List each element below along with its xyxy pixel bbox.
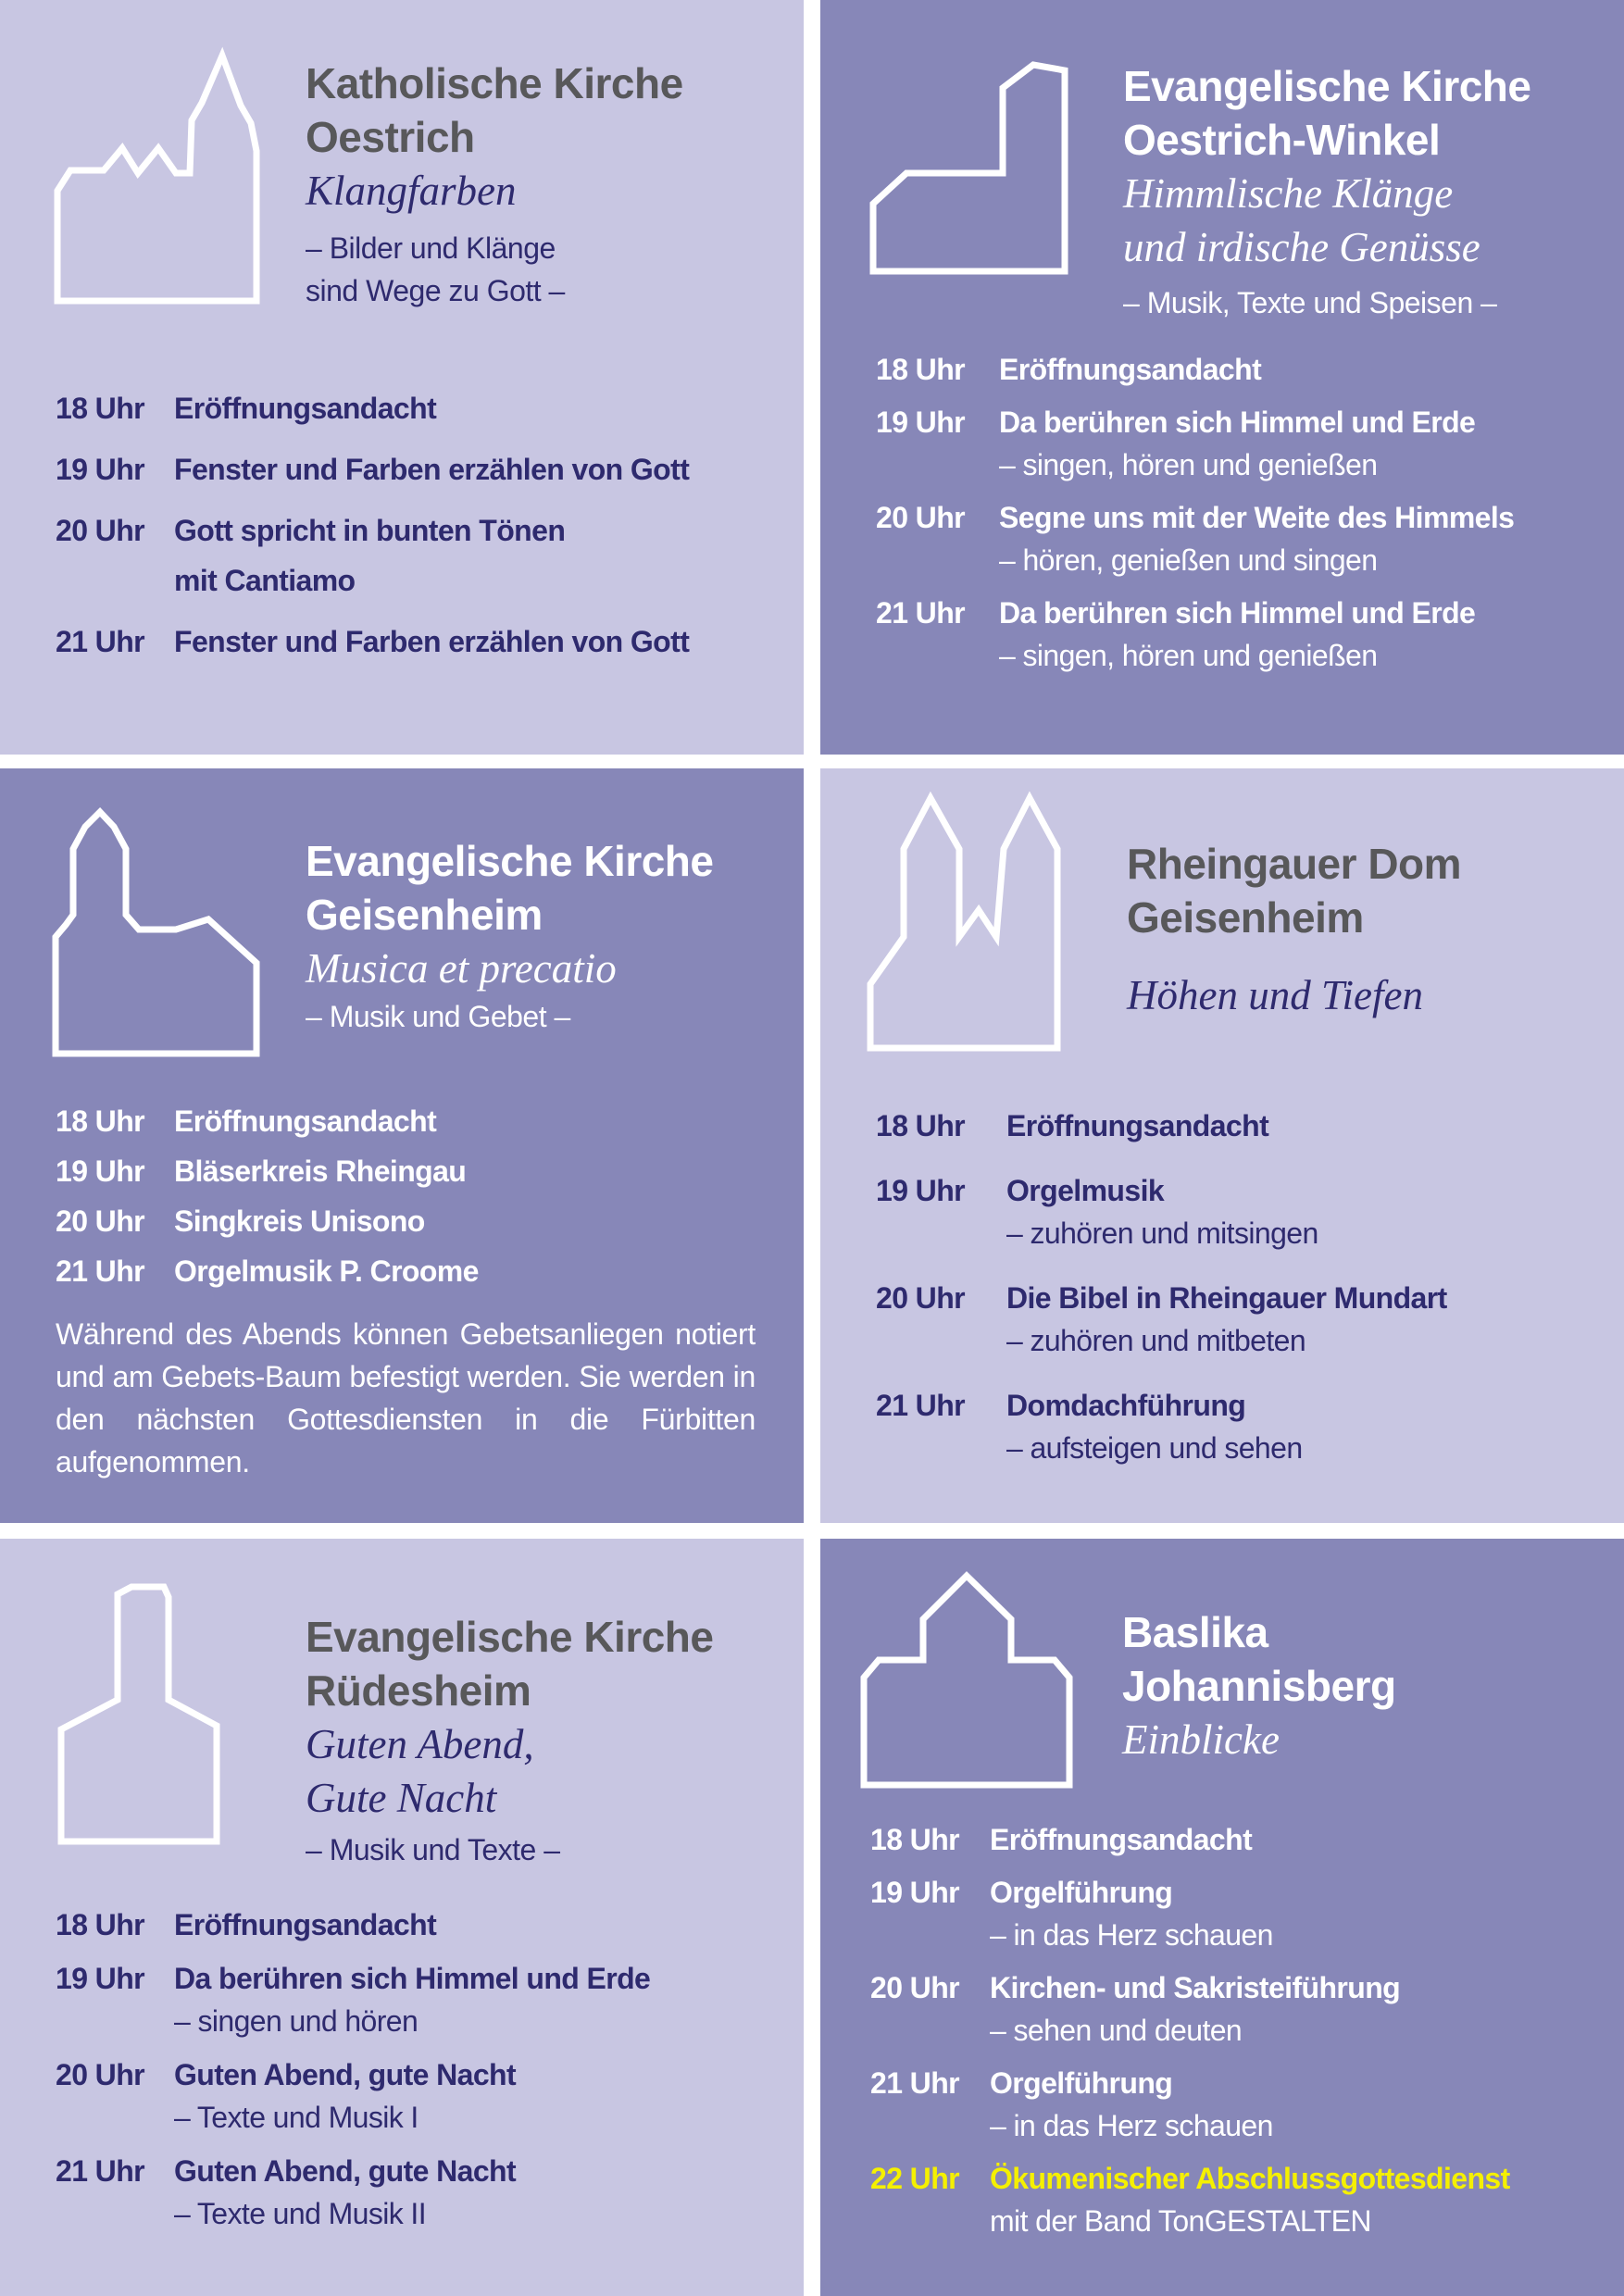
schedule-content	[990, 2157, 1510, 2242]
schedule-title: Eröffnungsandacht	[174, 1908, 437, 1941]
schedule-title: Guten Abend, gute Nacht	[174, 2058, 517, 2091]
schedule-title: Fenster und Farben erzählen von Gott	[174, 625, 690, 658]
schedule-content	[999, 401, 1475, 486]
event-motto: Klangfarben	[306, 168, 517, 214]
schedule-note: – singen, hören und genießen	[999, 448, 1378, 481]
schedule-item	[820, 1384, 1624, 1469]
schedule-note: – singen und hören	[174, 2004, 418, 2038]
schedule-item	[0, 444, 804, 494]
schedule-item	[0, 505, 804, 605]
schedule-time: 19 Uhr	[870, 1876, 959, 1909]
schedule-content	[174, 1903, 436, 1946]
schedule-item	[820, 348, 1624, 391]
schedule-list	[820, 348, 1624, 687]
panel-header	[1122, 1605, 1396, 1766]
schedule-item	[0, 1246, 804, 1296]
schedule-title: Da berühren sich Himmel und Erde	[174, 1962, 651, 1995]
church-name: Rüdesheim	[306, 1666, 531, 1715]
schedule-content	[174, 2053, 516, 2139]
event-motto: Musica et precatio	[306, 945, 617, 992]
schedule-time: 18 Uhr	[870, 1823, 959, 1856]
event-subtitle: sind Wege zu Gott –	[306, 274, 565, 307]
schedule-content	[174, 1246, 479, 1296]
schedule-note: – in das Herz schauen	[990, 1918, 1273, 1952]
schedule-list	[820, 1818, 1624, 2252]
panel-evangelische-kirche-oestrich-winkel	[820, 0, 1624, 755]
schedule-content	[1006, 1277, 1447, 1362]
event-subtitle: – Musik, Texte und Speisen –	[1123, 286, 1497, 319]
event-subtitle: – Musik und Texte –	[306, 1833, 560, 1866]
schedule-time: 18 Uhr	[56, 1104, 144, 1138]
schedule-item	[0, 2150, 804, 2235]
schedule-note: – hören, genießen und singen	[999, 543, 1378, 577]
panel-evangelische-kirche-ruedesheim	[0, 1539, 804, 2296]
schedule-time: 19 Uhr	[56, 1154, 144, 1188]
schedule-time: 20 Uhr	[876, 501, 965, 534]
schedule-item	[820, 1104, 1624, 1147]
schedule-item	[0, 1903, 804, 1946]
schedule-title: Orgelmusik	[1006, 1174, 1165, 1207]
schedule-note: – in das Herz schauen	[990, 2109, 1273, 2142]
schedule-time: 19 Uhr	[56, 453, 144, 486]
schedule-list	[0, 1903, 804, 2246]
event-motto: Gute Nacht	[306, 1775, 497, 1821]
schedule-content	[999, 348, 1261, 391]
schedule-item	[0, 1957, 804, 2042]
schedule-item	[820, 1277, 1624, 1362]
schedule-time: 22 Uhr	[870, 2162, 959, 2195]
panel-evangelische-kirche-geisenheim	[0, 768, 804, 1523]
church-name: Baslika	[1122, 1608, 1268, 1656]
church-name: Katholische Kirche	[306, 59, 683, 107]
panel-header	[306, 1610, 713, 1871]
schedule-title: Da berühren sich Himmel und Erde	[999, 406, 1476, 439]
schedule-note: – zuhören und mitbeten	[1006, 1324, 1306, 1357]
church-name: Geisenheim	[1127, 893, 1364, 942]
schedule-title: Gott spricht in bunten Tönen	[174, 514, 566, 547]
schedule-title: Guten Abend, gute Nacht	[174, 2154, 517, 2188]
schedule-note: – Texte und Musik II	[174, 2197, 427, 2230]
schedule-content	[990, 2062, 1273, 2147]
schedule-time: 21 Uhr	[876, 1389, 965, 1422]
schedule-content	[1006, 1169, 1318, 1254]
schedule-item	[820, 1966, 1624, 2052]
schedule-time: 18 Uhr	[56, 1908, 144, 1941]
schedule-item	[0, 383, 804, 433]
event-motto: Himmlische Klänge	[1123, 170, 1454, 217]
schedule-content	[990, 1818, 1252, 1861]
schedule-time: 20 Uhr	[876, 1281, 965, 1315]
schedule-content	[174, 1957, 650, 2042]
schedule-title: Ökumenischer Abschlussgottesdienst	[990, 2162, 1510, 2195]
schedule-item	[820, 592, 1624, 677]
schedule-title: Die Bibel in Rheingauer Mundart	[1006, 1281, 1447, 1315]
schedule-list	[0, 1096, 804, 1296]
schedule-content	[174, 1196, 425, 1246]
schedule-time: 18 Uhr	[56, 392, 144, 425]
schedule-content	[174, 444, 689, 494]
schedule-note: mit der Band TonGESTALTEN	[990, 2204, 1371, 2238]
schedule-time: 18 Uhr	[876, 353, 965, 386]
schedule-title: Eröffnungsandacht	[1006, 1109, 1269, 1142]
schedule-note: – sehen und deuten	[990, 2014, 1243, 2047]
panel-basilika-johannisberg	[820, 1539, 1624, 2296]
schedule-note: – zuhören und mitsingen	[1006, 1217, 1318, 1250]
event-motto: Einblicke	[1122, 1716, 1280, 1763]
event-motto: und irdische Genüsse	[1123, 224, 1480, 270]
schedule-time: 20 Uhr	[56, 1204, 144, 1238]
schedule-item	[0, 1196, 804, 1246]
schedule-content	[1006, 1384, 1303, 1469]
schedule-content	[174, 2150, 516, 2235]
schedule-title: mit Cantiamo	[174, 564, 356, 597]
schedule-item	[0, 2053, 804, 2139]
schedule-time: 21 Uhr	[870, 2066, 959, 2100]
schedule-title: Eröffnungsandacht	[990, 1823, 1253, 1856]
schedule-content	[174, 505, 565, 605]
schedule-title: Bläserkreis Rheingau	[174, 1154, 467, 1188]
schedule-content	[999, 592, 1475, 677]
schedule-title: Orgelführung	[990, 2066, 1173, 2100]
schedule-title: Orgelführung	[990, 1876, 1173, 1909]
schedule-time: 20 Uhr	[870, 1971, 959, 2004]
schedule-title: Eröffnungsandacht	[174, 392, 437, 425]
schedule-title: Kirchen- und Sakristeiführung	[990, 1971, 1401, 2004]
prayer-note: Während des Abends können Gebetsanliegen notiert und am Gebets-Baum befestigt werden. Sie werden in den nächsten Gottesdiensten in die Fürbitten aufgenommen.	[56, 1317, 756, 1479]
church-name: Johannisberg	[1122, 1662, 1396, 1710]
schedule-content	[1006, 1104, 1268, 1147]
schedule-time: 19 Uhr	[56, 1962, 144, 1995]
schedule-item	[820, 1169, 1624, 1254]
schedule-item	[0, 617, 804, 667]
panel-rheingauer-dom-geisenheim	[820, 768, 1624, 1523]
schedule-title: Domdachführung	[1006, 1389, 1246, 1422]
schedule-time: 19 Uhr	[876, 1174, 965, 1207]
panel-header	[306, 834, 713, 1038]
schedule-item	[820, 496, 1624, 581]
event-subtitle: – Musik und Gebet –	[306, 1000, 570, 1033]
schedule-content	[990, 1966, 1400, 2052]
schedule-time: 19 Uhr	[876, 406, 965, 439]
schedule-item	[820, 2062, 1624, 2147]
schedule-content	[174, 617, 689, 667]
schedule-list	[820, 1104, 1624, 1491]
schedule-item	[820, 401, 1624, 486]
schedule-content	[174, 383, 436, 433]
schedule-title: Eröffnungsandacht	[174, 1104, 437, 1138]
schedule-list	[0, 383, 804, 678]
schedule-title: Orgelmusik P. Croome	[174, 1254, 479, 1288]
schedule-item	[0, 1096, 804, 1146]
schedule-content	[990, 1871, 1273, 1956]
event-subtitle: – Bilder und Klänge	[306, 231, 556, 265]
schedule-title: Eröffnungsandacht	[999, 353, 1262, 386]
schedule-title: Singkreis Unisono	[174, 1204, 425, 1238]
schedule-time: 21 Uhr	[56, 1254, 144, 1288]
schedule-note: – aufsteigen und sehen	[1006, 1431, 1303, 1465]
schedule-title: Fenster und Farben erzählen von Gott	[174, 453, 690, 486]
church-name: Geisenheim	[306, 891, 543, 939]
schedule-time: 21 Uhr	[876, 596, 965, 630]
schedule-time: 20 Uhr	[56, 2058, 144, 2091]
panel-header	[1123, 59, 1530, 324]
schedule-item	[0, 1146, 804, 1196]
schedule-content	[999, 496, 1514, 581]
panel-katholische-kirche-oestrich	[0, 0, 804, 755]
schedule-note: – singen, hören und genießen	[999, 639, 1378, 672]
church-name: Oestrich-Winkel	[1123, 116, 1441, 164]
schedule-item	[820, 1871, 1624, 1956]
schedule-content	[174, 1096, 436, 1146]
panel-header	[306, 56, 683, 312]
event-motto: Höhen und Tiefen	[1127, 972, 1423, 1018]
schedule-title: Da berühren sich Himmel und Erde	[999, 596, 1476, 630]
schedule-item	[820, 1818, 1624, 1861]
schedule-time: 21 Uhr	[56, 625, 144, 658]
schedule-item	[820, 2157, 1624, 2242]
schedule-content	[174, 1146, 466, 1196]
church-name: Oestrich	[306, 113, 475, 161]
church-name: Evangelische Kirche	[306, 837, 714, 885]
schedule-title: Segne uns mit der Weite des Himmels	[999, 501, 1515, 534]
schedule-time: 21 Uhr	[56, 2154, 144, 2188]
schedule-note: – Texte und Musik I	[174, 2101, 418, 2134]
schedule-time: 20 Uhr	[56, 514, 144, 547]
event-motto: Guten Abend,	[306, 1721, 534, 1767]
church-name: Evangelische Kirche	[306, 1613, 714, 1661]
panel-header	[1127, 837, 1461, 1022]
church-name: Evangelische Kirche	[1123, 62, 1531, 110]
church-name: Rheingauer Dom	[1127, 840, 1462, 888]
schedule-time: 18 Uhr	[876, 1109, 965, 1142]
